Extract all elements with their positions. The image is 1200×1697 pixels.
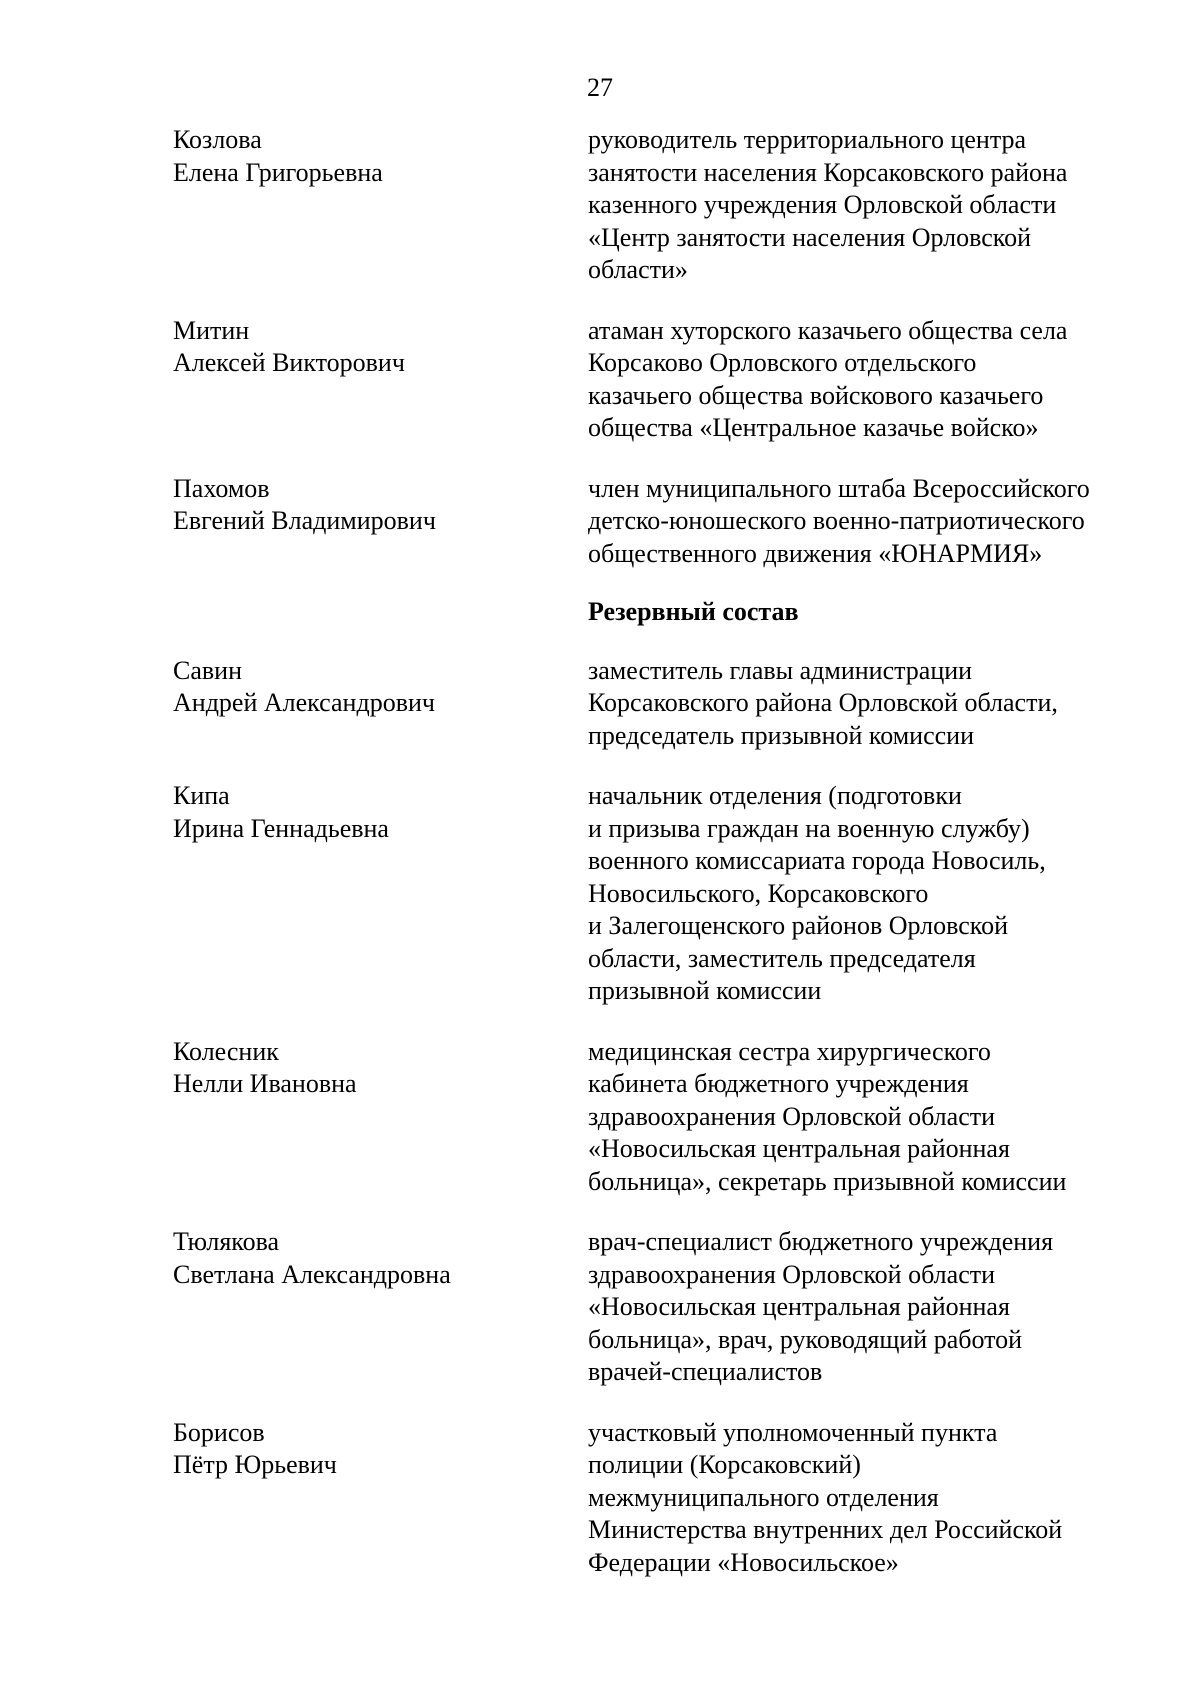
position-line: Новосильского, Корсаковского — [588, 878, 929, 908]
position-line: Федерации «Новосильское» — [588, 1547, 899, 1577]
reserve-member-entry — [0, 1417, 1200, 1580]
position-line: больница», секретарь призывной комиссии — [588, 1166, 1067, 1196]
page-number: 27 — [587, 73, 613, 102]
member-surname: Кипа — [173, 781, 230, 810]
position-line: «Новосильская центральная районная — [588, 1292, 1010, 1321]
member-surname: Пахомов — [173, 473, 270, 503]
member-given-names: Пётр Юрьевич — [173, 1450, 337, 1479]
member-position — [588, 1226, 1188, 1389]
member-name — [173, 1226, 553, 1291]
position-line: председатель призывной комиссии — [588, 720, 974, 750]
member-position — [588, 780, 1188, 1008]
member-surname: Тюлякова — [173, 1227, 280, 1256]
position-line: руководитель территориального центра — [588, 125, 1027, 154]
position-line: член муниципального штаба Всероссийского — [588, 473, 1090, 503]
position-line: области» — [588, 255, 688, 284]
member-position — [588, 1036, 1188, 1199]
member-surname: Борисов — [173, 1417, 265, 1447]
position-line: детско-юношеского военно-патриотического — [588, 506, 1085, 535]
member-name — [173, 124, 553, 189]
position-line: военного комиссариата города Новосиль, — [588, 846, 1046, 875]
member-position — [588, 1417, 1188, 1580]
position-line: здравоохранения Орловской области — [588, 1259, 996, 1289]
member-given-names: Елена Григорьевна — [173, 157, 383, 187]
reserve-member-entry — [0, 1036, 1200, 1199]
member-name — [173, 473, 553, 538]
position-line: «Новосильская центральная районная — [588, 1134, 1010, 1163]
position-line: общественного движения «ЮНАРМИЯ» — [588, 538, 1043, 568]
member-entry — [0, 315, 1200, 445]
member-entry — [0, 473, 1200, 571]
position-line: призывной комиссии — [588, 976, 822, 1005]
reserve-member-entry — [0, 780, 1200, 1008]
position-line: участковый уполномоченный пункта — [588, 1417, 998, 1447]
member-surname: Козлова — [173, 125, 262, 154]
position-line: здравоохранения Орловской области — [588, 1101, 996, 1131]
position-line: Министерства внутренних дел Российской — [588, 1515, 1063, 1544]
member-name — [173, 315, 553, 380]
member-position — [588, 473, 1188, 571]
reserve-member-entry — [0, 1226, 1200, 1389]
position-line: начальник отделения (подготовки — [588, 781, 962, 810]
member-name — [173, 780, 553, 845]
position-line: врач-специалист бюджетного учреждения — [588, 1227, 1054, 1256]
member-given-names: Андрей Александрович — [173, 688, 435, 717]
position-line: и Залегощенского районов Орловской — [588, 911, 1009, 940]
member-given-names: Светлана Александровна — [173, 1259, 451, 1289]
position-line: «Центр занятости населения Орловской — [588, 222, 1032, 252]
member-given-names: Алексей Викторович — [173, 348, 405, 377]
position-line: Корсаковского района Орловской области, — [588, 688, 1058, 717]
position-line: области, заместитель председателя — [588, 943, 976, 973]
member-given-names: Евгений Владимирович — [173, 506, 436, 535]
reserve-member-entry — [0, 655, 1200, 753]
member-name — [173, 1417, 553, 1482]
member-position — [588, 655, 1188, 753]
position-line: казачьего общества войскового казачьего — [588, 380, 1044, 410]
position-line: межмуниципального отделения — [588, 1482, 939, 1512]
member-surname: Савин — [173, 655, 242, 685]
member-list — [0, 124, 1200, 1579]
position-line: казенного учреждения Орловской области — [588, 190, 1057, 219]
member-entry — [0, 124, 1200, 287]
position-line: медицинская сестра хирургического — [588, 1036, 991, 1066]
position-line: занятости населения Корсаковского района — [588, 157, 1068, 187]
member-name — [173, 1036, 553, 1101]
reserve-heading: Резервный состав — [588, 597, 799, 626]
member-given-names: Ирина Геннадьевна — [173, 813, 389, 843]
position-line: больница», врач, руководящий работой — [588, 1324, 1023, 1354]
member-name — [173, 655, 553, 720]
member-position — [588, 124, 1188, 287]
member-position — [588, 315, 1188, 445]
position-line: полиции (Корсаковский) — [588, 1450, 861, 1479]
position-line: и призыва граждан на военную службу) — [588, 813, 1030, 843]
position-line: Корсаково Орловского отдельского — [588, 348, 977, 377]
position-line: врачей-специалистов — [588, 1357, 823, 1386]
member-given-names: Нелли Ивановна — [173, 1069, 357, 1098]
position-line: атаман хуторского казачьего общества села — [588, 315, 1068, 345]
position-line: общества «Центральное казачье войско» — [588, 413, 1039, 442]
member-surname: Колесник — [173, 1036, 279, 1066]
position-line: заместитель главы администрации — [588, 655, 973, 685]
position-line: кабинета бюджетного учреждения — [588, 1069, 969, 1098]
member-surname: Митин — [173, 315, 250, 345]
